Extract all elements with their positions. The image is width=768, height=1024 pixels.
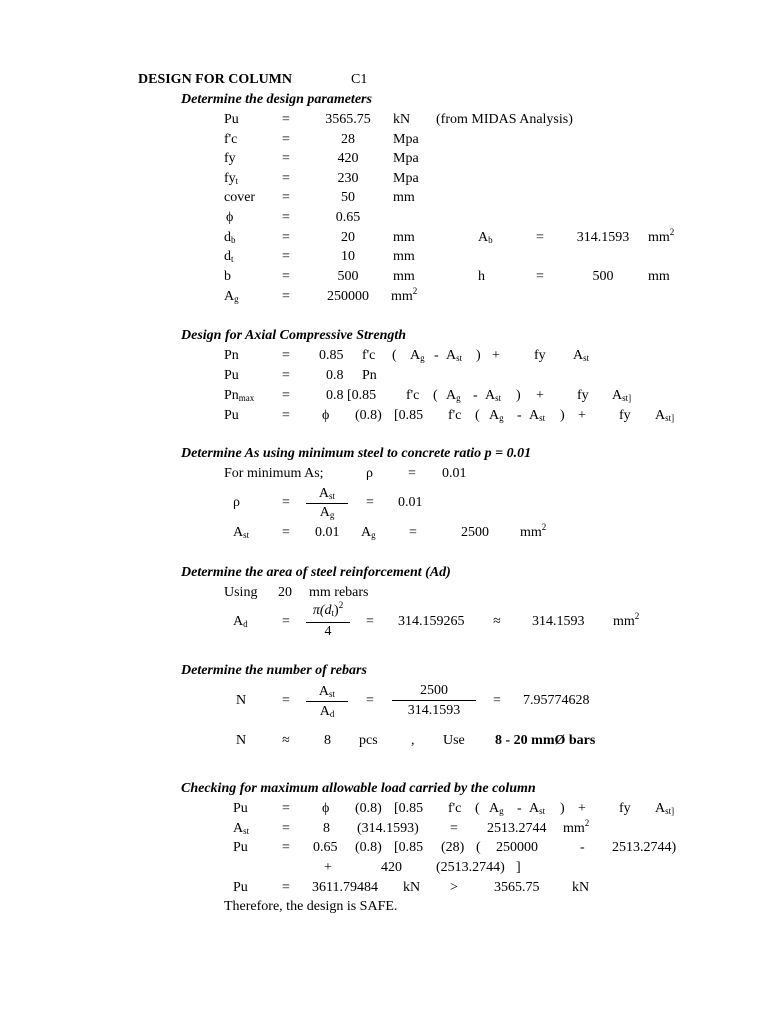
bar-selection: 8 - 20 mmØ bars xyxy=(495,733,596,748)
section-title-parameters: Determine the design parameters xyxy=(181,92,372,107)
conclusion-text: Therefore, the design is SAFE. xyxy=(224,899,398,914)
section-title-check: Checking for maximum allowable load carried by the column xyxy=(181,781,536,796)
phi-symbol: ϕ xyxy=(322,801,330,816)
fraction-bar xyxy=(306,622,350,623)
phi-symbol: ϕ xyxy=(322,408,330,423)
section-title-area: Determine the area of steel reinforcement (Ad) xyxy=(181,565,451,580)
page-title: DESIGN FOR COLUMN xyxy=(138,72,293,87)
fraction-bar xyxy=(392,700,476,701)
fraction-bar xyxy=(306,503,348,504)
section-title-axial: Design for Axial Compressive Strength xyxy=(181,328,407,343)
fraction-bar xyxy=(306,701,348,702)
section-title-min-steel: Determine As using minimum steel to concrete ratio p = 0.01 xyxy=(181,446,532,461)
section-title-rebars: Determine the number of rebars xyxy=(181,663,367,678)
column-id: C1 xyxy=(351,72,368,87)
